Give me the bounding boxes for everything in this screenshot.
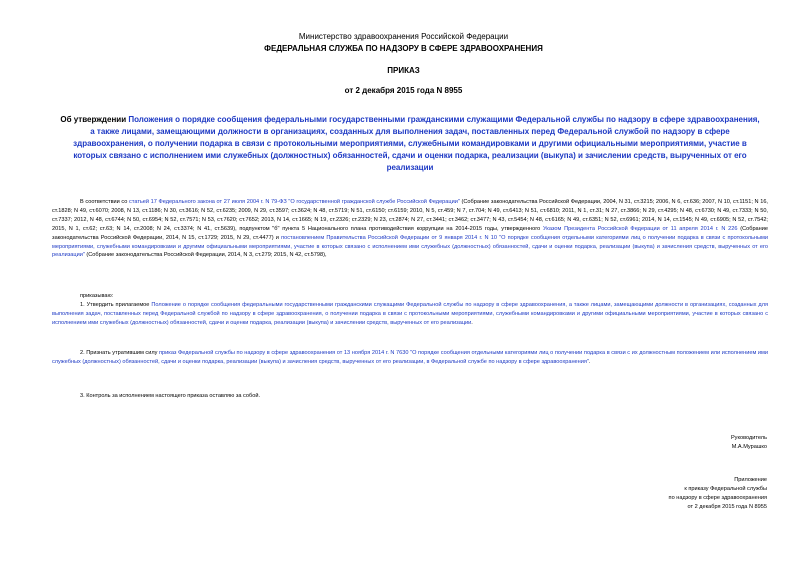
title-link[interactable]: Положения о порядке сообщения федеральными государственными гражданскими служащими Федеральной службы по надзору в сфере здравоохранения, а также лицами, замещающими должности в организациях, созданных для выполнения задач, поставленных перед Федеральной службой по надзору в сфере здравоохранения, о получении подарка в связи с протокольными мероприятиями, служебными командировками и другими официальными мероприятиями, участие в которых связано с исполнением ими служебных (должностных) обязанностей, сдачи и оценки подарка, реализации (выкупа) и зачислении средств, вырученных от его реализации bbox=[73, 115, 760, 172]
title-prefix: Об утверждении bbox=[60, 115, 129, 124]
document-date: от 2 декабря 2015 года N 8955 bbox=[344, 86, 463, 95]
preamble-text-1: В соответствии со bbox=[80, 199, 130, 205]
law-79fz-link[interactable]: статьей 17 Федерального закона от 27 июля 2004 г. N 79-ФЗ "О государственной гражданской службе Российской Федерации" bbox=[129, 199, 460, 205]
document-title bbox=[60, 114, 760, 174]
signature-name: М.А.Мурашко bbox=[731, 443, 767, 450]
service-name: ФЕДЕРАЛЬНАЯ СЛУЖБА ПО НАДЗОРУ В СФЕРЕ ЗДРАВООХРАНЕНИЯ bbox=[264, 44, 543, 53]
item-1-paragraph bbox=[52, 301, 768, 328]
document-type: ПРИКАЗ bbox=[387, 66, 420, 75]
signature-role: Руководитель bbox=[730, 435, 767, 441]
government-resolution-link[interactable]: постановлением Правительства Российской Федерации от 9 января 2014 г. N 10 "О порядке сообщения отдельными категориями лиц о получении подарка в связи с протокольными мероприятиями, служебными командировками и другими официальными мероприятиями, участие в которых связано с исполнением ими служебных (должностных) обязанностей, сдачи и оценки подарка, реализации (выкупа) и зачисления средств, вырученных от его реализации" bbox=[52, 234, 768, 259]
order-word-text: приказываю: bbox=[80, 293, 114, 299]
preamble-paragraph bbox=[52, 198, 768, 260]
ministry-name: Министерство здравоохранения Российской Федерации bbox=[298, 32, 509, 41]
preamble-text-2: (Собрание законодательства Российской Федерации, 2004, N 31, ст.3215; 2006, N 6, ст.636; 2007, N 10, ст.1151; N 16, ст.1828; N 49, ст.6070; 2008, N 13, ст.1186; N 30, ст.3616; N 52, ст.6235; 2009, N 29, ст.3597; ст.3624; N 48, ст.5719; N 51, ст.6150; ст.6159; 2010, N 5, ст.459; N 7, ст.704; N 49, ст.6413; N 51, ст.6810; 2011, N 1, ст.31; N 27, ст.3866; N 29, ст.4295; N 48, ст.6730; N 49, ст.7333; N 50, ст.7337; 2012, N 48, ст.6744; N 50, ст.6954; N 52, ст.7571; N 53, ст.7620; ст.7652; 2013, N 14, ст.1665; N 19, ст.2326; ст.2329; N 23, ст.2874; N 27, ст.3441; ст.3462; ст.3477; N 43, ст.5454; N 48, ст.6165; N 49, ст.6351; N 52, ст.6961; 2014, N 14, ст.1545; N 49, ст.6905; N 52, ст.7542; 2015, N 1, ст.62; ст.63; N 14, ст.2008; N 24, ст.3374; N 41, ст.5639), подпунктом "б" пункта 5 Национального плана противодействия коррупции на 2014-2015 годы, утвержденного bbox=[52, 199, 768, 232]
appendix-line-2: к приказу Федеральной службы bbox=[684, 485, 767, 492]
regulation-link[interactable]: Положение о порядке сообщения федеральными государственными гражданскими служащими Федеральной службы по надзору в сфере здравоохранения, а также лицами, замещающими должности в организациях, созданных для выполнения задач, поставленных перед Федеральной службой по надзору в сфере здравоохранения, о получении подарка в связи с протокольными мероприятиями, служебными командировками и другими официальными мероприятиями, участие в которых связано с исполнением ими служебных (должностных) обязанностей, сдачи и оценки подарка, реализации (выкупа) и зачислении средств, вырученных от его реализации bbox=[52, 302, 768, 326]
item-3-paragraph bbox=[52, 392, 768, 401]
preamble-text-4: (Собрание законодательства Российской Федерации, 2014, N 3, ст.279; 2015, N 42, ст.5798), bbox=[84, 252, 327, 259]
item-2-text: 2. Признать утратившим силу bbox=[80, 350, 159, 356]
item-3-text: 3. Контроль за исполнением настоящего приказа оставляю за собой. bbox=[80, 393, 261, 399]
item-2-end: . bbox=[588, 358, 591, 365]
appendix-block bbox=[586, 476, 767, 512]
appendix-line-4: от 2 декабря 2015 года N 8955 bbox=[687, 503, 767, 510]
signature-block bbox=[586, 434, 767, 452]
item-2-paragraph bbox=[52, 349, 768, 367]
presidential-decree-link[interactable]: Указом Президента Российской Федерации от 11 апреля 2014 г. N 226 bbox=[542, 225, 738, 232]
revoked-order-link[interactable]: приказ Федеральной службы по надзору в сфере здравоохранения от 13 ноября 2014 г. N 7630 "О порядке сообщения отдельными категориями лиц о получении подарка в связи с их должностным положением или исполнением ими служебных (должностных) обязанностей, сдачи и оценки подарка, реализации (выкупа) и зачисления средств, вырученных от его реализации, в Федеральной службе по надзору в сфере здравоохранения" bbox=[52, 350, 768, 365]
order-word bbox=[52, 292, 768, 301]
appendix-line-3: по надзору в сфере здравоохранения bbox=[668, 494, 767, 501]
item-1-end: . bbox=[471, 319, 473, 326]
appendix-line-1: Приложение bbox=[734, 477, 767, 483]
preamble-text-3: (Собрание законодательства Российской Федерации, 2014, N 15, ст.1729; 2015, N 29, ст.4477) и bbox=[52, 225, 768, 241]
item-1-text: 1. Утвердить прилагаемое bbox=[80, 302, 152, 308]
